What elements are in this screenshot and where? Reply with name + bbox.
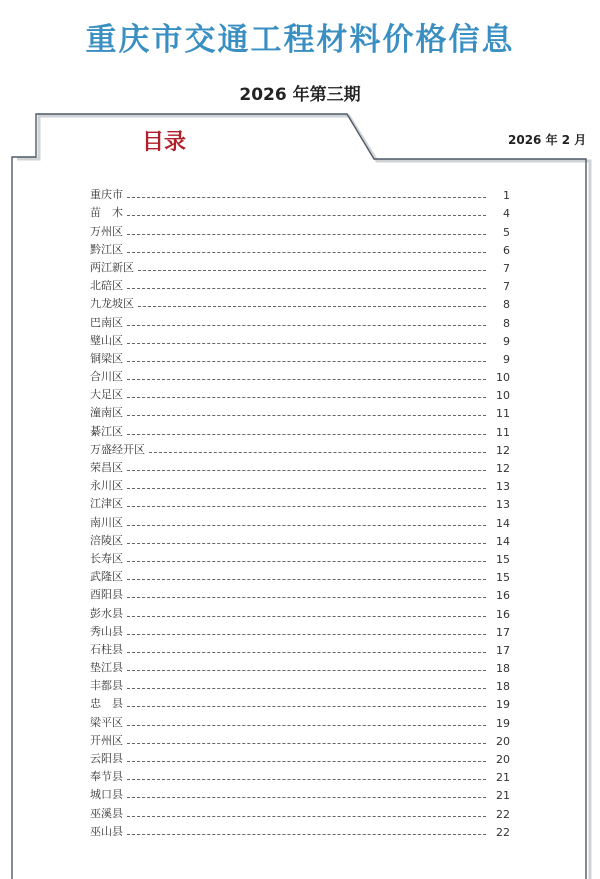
toc-entry-page: 15: [496, 552, 510, 566]
toc-entry[interactable]: [90, 693, 510, 711]
toc-entry-page: 8: [503, 298, 510, 312]
toc-entry[interactable]: [90, 821, 510, 839]
toc-leader-dots: [138, 270, 486, 271]
toc-entry-page: 17: [496, 643, 510, 657]
toc-entry-name: 万州区: [90, 224, 123, 238]
toc-entry-page: 18: [496, 662, 510, 676]
toc-entry-name: 长寿区: [90, 551, 123, 565]
toc-entry-name: 开州区: [90, 733, 123, 747]
toc-leader-dots: [127, 379, 486, 380]
toc-leader-dots: [127, 215, 486, 216]
toc-leader-dots: [127, 597, 486, 598]
toc-entry-name: 梁平区: [90, 715, 123, 729]
toc-leader-dots: [127, 561, 486, 562]
toc-leader-dots: [127, 743, 486, 744]
toc-leader-dots: [149, 452, 486, 453]
toc-entry[interactable]: [90, 511, 510, 529]
toc-entry-name: 巫山县: [90, 824, 123, 838]
toc-entry-page: 21: [496, 771, 510, 785]
toc-entry-name: 重庆市: [90, 188, 123, 202]
toc-leader-dots: [127, 434, 486, 435]
toc-entry-name: 九龙坡区: [90, 297, 134, 311]
toc-leader-dots: [127, 488, 486, 489]
toc-leader-dots: [127, 506, 486, 507]
toc-entry-page: 9: [503, 352, 510, 366]
toc-leader-dots: [127, 652, 486, 653]
toc-entry[interactable]: [90, 366, 510, 384]
toc-entry[interactable]: [90, 566, 510, 584]
toc-entry-page: 7: [503, 261, 510, 275]
toc-entry-name: 大足区: [90, 388, 123, 402]
toc-leader-dots: [127, 706, 486, 707]
toc-entry-page: 5: [503, 225, 510, 239]
toc-entry-page: 16: [496, 607, 510, 621]
toc-entry-page: 1: [503, 189, 510, 203]
toc-leader-dots: [127, 252, 486, 253]
toc-entry[interactable]: [90, 584, 510, 602]
toc-leader-dots: [127, 797, 486, 798]
toc-entry-page: 13: [496, 498, 510, 512]
toc-entry-page: 7: [503, 280, 510, 294]
toc-leader-dots: [127, 761, 486, 762]
toc-entry[interactable]: [90, 293, 510, 311]
toc-leader-dots: [127, 670, 486, 671]
toc-entry-name: 万盛经开区: [90, 442, 145, 456]
toc-entry-page: 22: [496, 807, 510, 821]
toc-entry-name: 永川区: [90, 479, 123, 493]
toc-entry-page: 16: [496, 589, 510, 603]
toc-entry-page: 12: [496, 443, 510, 457]
toc-leader-dots: [127, 616, 486, 617]
toc-entry-name: 两江新区: [90, 260, 134, 274]
toc-entry-name: 巫溪县: [90, 806, 123, 820]
toc-entry[interactable]: [90, 657, 510, 675]
toc-entry-page: 12: [496, 462, 510, 475]
toc-entry[interactable]: [90, 602, 510, 620]
toc-entry[interactable]: [90, 420, 510, 438]
toc-entry-page: 15: [496, 571, 510, 585]
toc-entry[interactable]: [90, 621, 510, 639]
toc-entry-name: 涪陵区: [90, 533, 123, 547]
toc-entry-name: 彭水县: [90, 606, 123, 620]
toc-entry-page: 19: [496, 698, 510, 712]
toc-entry[interactable]: [90, 784, 510, 802]
toc-leader-dots: [127, 325, 486, 326]
toc-list: [90, 184, 510, 839]
issue-number: 2026 年第三期: [239, 85, 361, 105]
toc-entry-name: 武隆区: [90, 570, 123, 584]
toc-entry[interactable]: [90, 493, 510, 511]
toc-leader-dots: [127, 525, 486, 526]
toc-leader-dots: [127, 288, 486, 289]
toc-entry-name: 合川区: [90, 370, 123, 384]
toc-leader-dots: [127, 634, 486, 635]
toc-entry-name: 垫江县: [90, 661, 123, 675]
toc-entry-name: 潼南区: [90, 406, 123, 420]
toc-leader-dots: [127, 415, 486, 416]
toc-entry-name: 石柱县: [90, 642, 123, 656]
toc-entry[interactable]: [90, 439, 510, 457]
toc-entry[interactable]: [90, 202, 510, 220]
toc-entry-page: 10: [496, 389, 510, 403]
toc-entry[interactable]: [90, 548, 510, 566]
toc-entry-page: 22: [496, 825, 510, 839]
toc-entry[interactable]: [90, 639, 510, 657]
toc-leader-dots: [127, 779, 486, 780]
toc-entry[interactable]: [90, 475, 510, 493]
toc-entry-name: 綦江区: [90, 424, 123, 438]
toc-leader-dots: [127, 688, 486, 689]
toc-entry[interactable]: [90, 239, 510, 257]
toc-entry-page: 6: [503, 243, 510, 257]
toc-entry-name: 奉节县: [90, 770, 123, 784]
toc-leader-dots: [127, 197, 486, 198]
publication-date: 2026 年 2 月: [508, 133, 587, 147]
toc-entry-name: 苗 木: [90, 206, 123, 220]
toc-entry-name: 城口县: [90, 788, 123, 802]
toc-entry-name: 南川区: [90, 515, 123, 529]
toc-entry-page: 11: [496, 425, 510, 439]
toc-entry-name: 荣昌区: [90, 461, 123, 474]
toc-entry-name: 黔江区: [90, 242, 123, 256]
toc-leader-dots: [127, 816, 486, 817]
toc-leader-dots: [127, 361, 486, 362]
toc-entry-name: 江津区: [90, 497, 123, 511]
toc-entry-name: 丰都县: [90, 679, 123, 693]
toc-entry[interactable]: [90, 311, 510, 329]
toc-leader-dots: [127, 834, 486, 835]
toc-entry[interactable]: [90, 220, 510, 238]
toc-entry-page: 20: [496, 753, 510, 766]
toc-entry-page: 14: [496, 534, 510, 548]
toc-entry-page: 10: [496, 371, 510, 385]
toc-entry[interactable]: [90, 348, 510, 366]
toc-entry-page: 11: [496, 407, 510, 421]
toc-leader-dots: [138, 306, 486, 307]
toc-entry[interactable]: [90, 184, 510, 202]
toc-entry[interactable]: [90, 748, 510, 766]
toc-entry-name: 酉阳县: [90, 588, 123, 602]
toc-entry[interactable]: [90, 275, 510, 293]
toc-entry[interactable]: [90, 402, 510, 420]
toc-entry-name: 铜梁区: [90, 351, 123, 365]
toc-leader-dots: [127, 397, 486, 398]
toc-entry-name: 忠 县: [90, 697, 123, 711]
toc-entry-page: 21: [496, 789, 510, 803]
toc-entry[interactable]: [90, 457, 510, 475]
toc-entry[interactable]: [90, 384, 510, 402]
toc-entry[interactable]: [90, 530, 510, 548]
document-title: 重庆市交通工程材料价格信息: [85, 22, 515, 58]
toc-entry-name: 北碚区: [90, 279, 123, 293]
toc-heading: 目录: [142, 129, 187, 155]
toc-entry-name: 璧山区: [90, 333, 123, 347]
toc-entry-page: 8: [503, 316, 510, 330]
toc-entry-page: 19: [496, 716, 510, 730]
toc-leader-dots: [127, 725, 486, 726]
toc-leader-dots: [127, 579, 486, 580]
toc-entry[interactable]: [90, 675, 510, 693]
toc-entry-name: 云阳县: [90, 752, 123, 765]
toc-entry-page: 17: [496, 625, 510, 639]
toc-entry-name: 巴南区: [90, 315, 123, 329]
toc-entry-name: 秀山县: [90, 624, 123, 638]
toc-entry[interactable]: [90, 711, 510, 729]
toc-entry[interactable]: [90, 257, 510, 275]
toc-entry-page: 18: [496, 680, 510, 694]
toc-entry[interactable]: [90, 766, 510, 784]
toc-entry-page: 13: [496, 480, 510, 494]
toc-entry-page: 20: [496, 734, 510, 748]
toc-entry[interactable]: [90, 730, 510, 748]
toc-leader-dots: [127, 470, 486, 471]
toc-entry-page: 9: [503, 334, 510, 348]
toc-entry-page: 14: [496, 516, 510, 530]
toc-leader-dots: [127, 343, 486, 344]
toc-entry[interactable]: [90, 330, 510, 348]
toc-entry[interactable]: [90, 802, 510, 820]
toc-leader-dots: [127, 234, 486, 235]
toc-leader-dots: [127, 543, 486, 544]
toc-entry-page: 4: [503, 207, 510, 221]
